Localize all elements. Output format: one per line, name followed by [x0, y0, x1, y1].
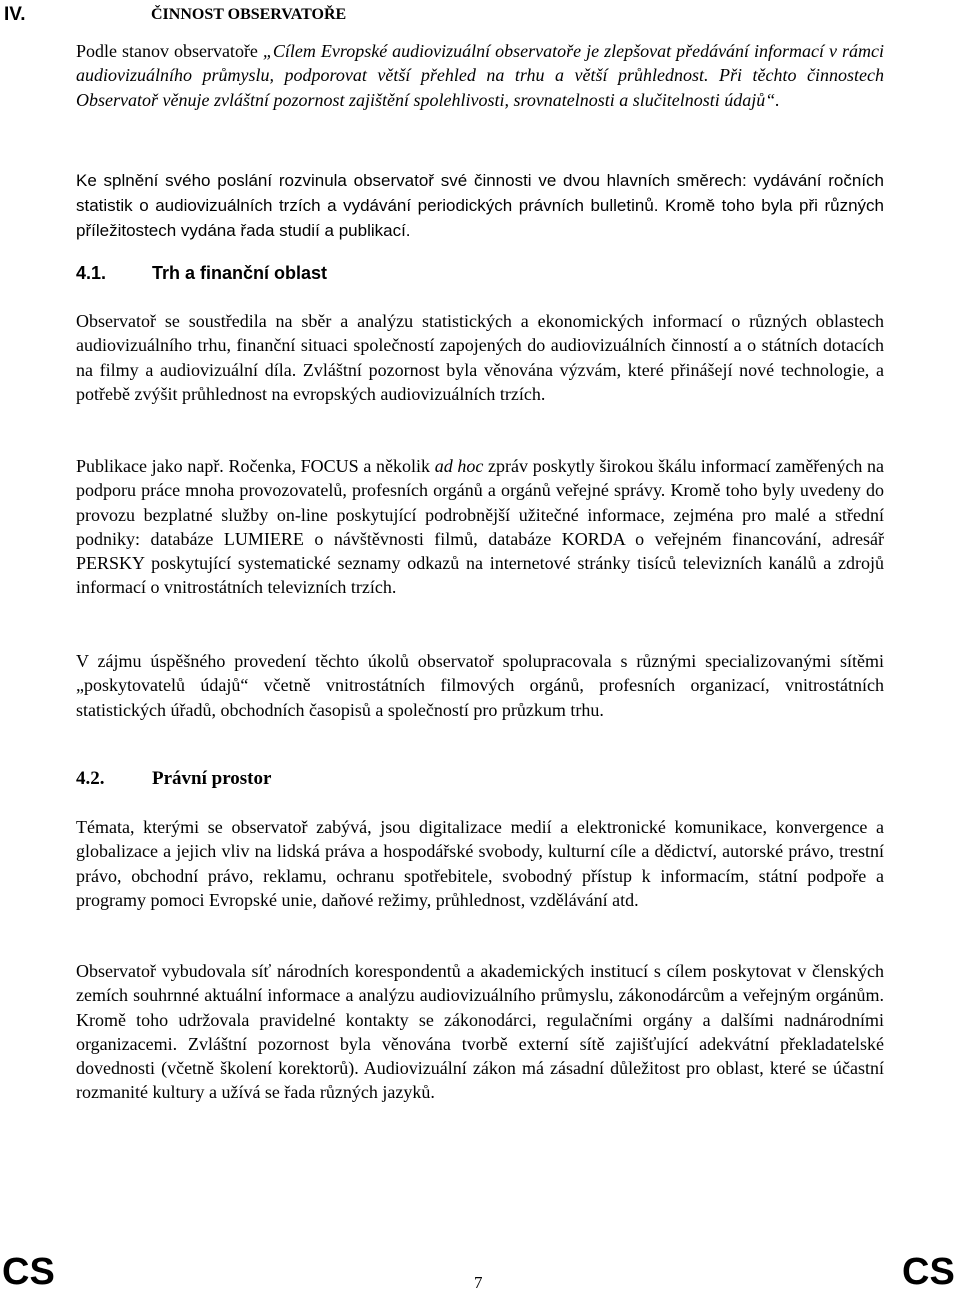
p2-text-after: zpráv poskytly širokou škálu informací zaměřených na podporu práce mnoha provozovatelů, profesních orgánů a orgánů veřejné správy. Kromě toho byly uvedeny do provozu bezplatné služby on-line poskytující podrobnější užitečné informace, zejména pro malé a střední podniky: databáze LUMIERE o návštěvnosti filmů, databáze KORDA o veřejném financování, adresář PERSKY poskytující systematické seznamy odkazů na internetové stránky tisíců televizních kanálů a zdrojů informací o vnitrostátních televizních trzích. [76, 456, 885, 598]
p2-text-before: Publikace jako např. Ročenka, FOCUS a několik [76, 456, 435, 476]
footer-language-code-right: CS [902, 1251, 955, 1293]
intro-lead: Podle stanov observatoře [76, 41, 263, 61]
section-2-paragraph-2: Observatoř vybudovala síť národních korespondentů a akademických institucí s cílem poskytovat v členských zemích souhrnné aktuální informace a analýzu audiovizuálního průmyslu, zákonodárcům a veřejným orgánům. Kromě toho udržovala pravidelné kontakty se zákonodárci, regulačními orgány a dalšími nadnárodními organizacemi. Zvláštní pozornost byla věnována tvorbě externí sítě zajišťující adekvátní překladatelské dovednosti (včetně školení korektorů). Audiovizuální zákon má zásadní důležitost pro oblast, které se účastní rozmanité kultury a užívá se řada různých jazyků. [76, 961, 884, 1103]
chapter-heading [0, 4, 960, 28]
intro-quote: „Cílem Evropské audiovizuální observatoře je zlepšovat předávání informací v rámci audiovizuálního průmyslu, podporovat větší přehled na trhu a větší průhlednost. Při těchto činnostech Observatoř věnuje zvláštní pozornost zajištění spolehlivosti, srovnatelnosti a slučitelnosti údajů“. [76, 41, 884, 110]
section-1-title: Trh a finanční oblast [152, 263, 328, 283]
section-1-paragraph-1: Observatoř se soustředila na sběr a analýzu statistických a ekonomických informací o různých oblastech audiovizuálního trhu, finanční situaci společností zapojených do audiovizuálních činností a o státních dotacích na filmy a audiovizuální díla. Zvláštní pozornost byla věnována výzvám, které přinášejí nové technologie, a potřebě zvýšit průhlednost na evropských audiovizuálních trzích. [76, 311, 884, 404]
chapter-title: ČINNOST OBSERVATOŘE [151, 6, 347, 23]
section-2-title: Právní prostor [152, 768, 272, 789]
section-1-heading [76, 263, 884, 289]
section-2-number: 4.2. [76, 768, 105, 789]
chapter-number: IV. [4, 4, 26, 25]
page-number: 7 [474, 1273, 483, 1292]
section-2-heading [76, 768, 884, 794]
p2-italic-term: ad hoc [434, 456, 484, 476]
section-1-paragraph-3: V zájmu úspěšného provedení těchto úkolů observatoř spolupracovala s různými specializovanými sítěmi „poskytovatelů údajů“ včetně vnitrostátních filmových orgánů, profesních organizací, vnitrostátních statistických úřadů, obchodních časopisů a společností pro průzkum trhu. [76, 651, 884, 720]
section-2-paragraph-1: Témata, kterými se observatoř zabývá, jsou digitalizace medií a elektronické komunikace, konvergence a globalizace a jejich vliv na lidská práva a hospodářské svobody, kulturní cíle a dědictví, autorské právo, trestní právo, obchodní právo, reklamu, ochranu spotřebitele, svobodný přístup k informacím, státní podpoře a programy pomoci Evropské unie, daňové režimy, průhlednost, vzdělávání atd. [76, 817, 884, 910]
footer-language-code-left: CS [2, 1251, 55, 1293]
mission-paragraph: Ke splnění svého poslání rozvinula observatoř své činnosti ve dvou hlavních směrech: vydávání ročních statistik o audiovizuálních trzích a vydávání periodických právních bulletinů. Kromě toho byla při různých příležitostech vydána řada studií a publikací. [76, 171, 884, 240]
section-1-paragraph-2 [76, 454, 884, 600]
intro-paragraph [76, 39, 884, 112]
section-1-number: 4.1. [76, 263, 107, 283]
